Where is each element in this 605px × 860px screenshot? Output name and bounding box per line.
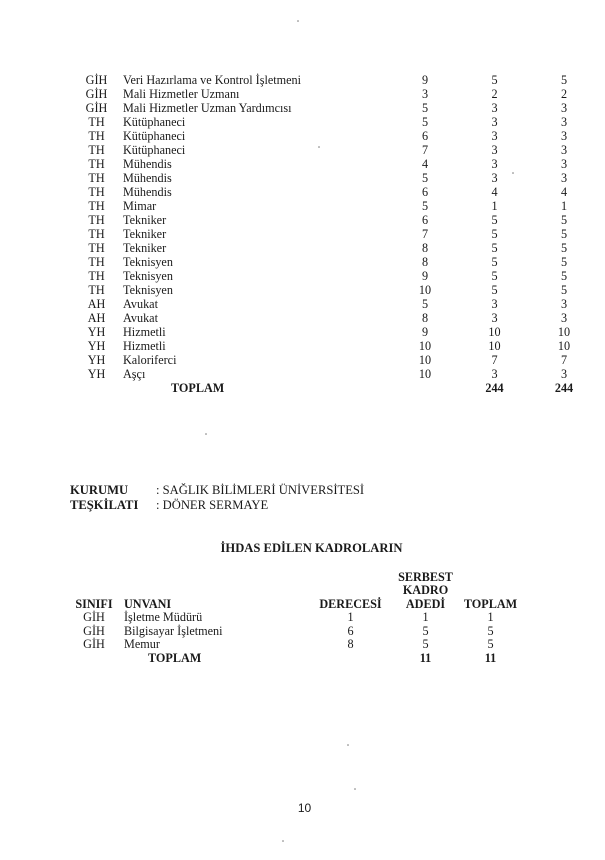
table-header-row — [68, 569, 523, 611]
derece-cell: 5 — [421, 101, 429, 115]
toplam-cell: 3 — [560, 297, 568, 311]
unvan-cell: Mali Hizmetler Uzman Yardımcısı — [123, 101, 292, 115]
toplam-cell: 10 — [557, 339, 571, 353]
serbest-cell: 2 — [491, 87, 498, 101]
sinif-cell: AH — [87, 311, 106, 325]
toplam-cell: 3 — [560, 101, 568, 115]
toplam-cell: 3 — [560, 311, 568, 325]
empty-cell — [308, 652, 393, 666]
toplam-cell: 3 — [560, 157, 568, 171]
scan-speck — [297, 20, 299, 22]
sinif-cell: GİH — [85, 73, 108, 87]
sinif-cell: AH — [87, 297, 106, 311]
empty-cell — [68, 652, 120, 666]
derece-cell: 5 — [421, 171, 429, 185]
serbest-cell: 3 — [491, 297, 498, 311]
sinif-cell: TH — [88, 157, 105, 171]
unvan-cell: Hizmetli — [123, 325, 166, 339]
established-cadres-body — [68, 611, 523, 665]
unvan-cell: Mühendis — [123, 185, 172, 199]
scan-speck — [282, 840, 284, 842]
table-row — [70, 199, 599, 213]
derece-cell: 9 — [421, 269, 429, 283]
derece-cell: 10 — [418, 283, 432, 297]
toplam-cell: 1 — [560, 199, 568, 213]
total-row — [70, 381, 599, 395]
unvan-cell: Tekniker — [123, 241, 167, 255]
toplam-cell: 3 — [560, 143, 568, 157]
table-row — [68, 625, 523, 639]
serbest-cell: 3 — [491, 311, 498, 325]
serbest-cell: 1 — [422, 610, 429, 624]
serbest-cell: 5 — [422, 623, 429, 638]
toplam-cell: 1 — [487, 610, 494, 624]
derece-cell: 5 — [421, 115, 429, 129]
scan-speck — [512, 172, 514, 174]
unvan-cell: Avukat — [123, 311, 158, 325]
toplam-cell: 5 — [560, 227, 568, 241]
unvan-cell: Mali Hizmetler Uzmanı — [123, 87, 240, 101]
scan-speck — [347, 744, 349, 746]
table-row — [70, 87, 599, 101]
table-row — [70, 213, 599, 227]
toplam-cell: 3 — [560, 367, 568, 381]
section-title: İHDAS EDİLEN KADROLARIN — [220, 541, 403, 555]
serbest-cell: 5 — [422, 637, 429, 651]
derece-cell: 8 — [421, 311, 429, 325]
serbest-cell: 3 — [491, 129, 498, 143]
sinif-cell: TH — [88, 269, 105, 283]
kurumu-value: : SAĞLIK BİLİMLERİ ÜNİVERSİTESİ — [156, 483, 365, 497]
sinif-cell: TH — [88, 283, 105, 297]
sinif-cell: TH — [88, 185, 105, 199]
toplam-cell: 5 — [560, 73, 568, 87]
derece-cell: 6 — [421, 185, 429, 199]
empty-cell — [70, 381, 123, 395]
sinif-cell: GİH — [83, 610, 105, 624]
serbest-cell: 5 — [491, 269, 498, 283]
header-toplam: TOPLAM — [463, 596, 518, 611]
derece-cell: 10 — [418, 367, 432, 381]
sinif-cell: GİH — [85, 101, 108, 115]
header-derece: DERECESİ — [319, 596, 382, 611]
header-sinif: SINIFI — [75, 596, 113, 611]
table-row — [70, 73, 599, 87]
table-row — [70, 115, 599, 129]
unvan-cell: Mühendis — [123, 157, 172, 171]
established-cadres-table — [68, 569, 523, 665]
table-row — [70, 269, 599, 283]
toplam-cell: 5 — [560, 283, 568, 297]
unvan-cell: Hizmetli — [123, 339, 166, 353]
unvan-cell: Teknisyen — [123, 269, 173, 283]
header-serbest-line2: KADRO — [402, 583, 449, 597]
sinif-cell: GİH — [83, 637, 105, 651]
derece-cell: 10 — [418, 353, 432, 367]
unvan-cell: Kütüphaneci — [123, 115, 186, 129]
table-row — [70, 171, 599, 185]
sinif-cell: GİH — [85, 87, 108, 101]
toplam-cell: 5 — [560, 269, 568, 283]
sinif-cell: TH — [88, 199, 105, 213]
unvan-cell: Aşçı — [123, 367, 146, 381]
unvan-cell: Mimar — [123, 199, 157, 213]
table-row — [70, 101, 599, 115]
table-row — [70, 185, 599, 199]
scan-speck — [205, 433, 207, 435]
table-row — [70, 143, 599, 157]
serbest-cell: 10 — [488, 339, 501, 353]
sinif-cell: TH — [88, 143, 105, 157]
table-row — [70, 339, 599, 353]
sinif-cell: GİH — [83, 623, 105, 638]
toplam-cell: 3 — [560, 115, 568, 129]
unvan-cell: Mühendis — [123, 171, 172, 185]
serbest-cell: 3 — [491, 367, 498, 381]
cadre-table-continued — [70, 73, 599, 395]
total-toplam: 244 — [554, 381, 574, 395]
table-row — [70, 367, 599, 381]
table-row — [70, 129, 599, 143]
total-label: TOPLAM — [148, 650, 202, 665]
scan-speck — [318, 146, 320, 148]
table-row — [68, 638, 523, 652]
serbest-cell: 3 — [491, 157, 498, 171]
derece-cell: 8 — [421, 255, 429, 269]
serbest-cell: 5 — [491, 255, 498, 269]
sinif-cell: TH — [88, 171, 105, 185]
unvan-cell: İşletme Müdürü — [124, 610, 203, 624]
derece-cell: 7 — [421, 143, 429, 157]
header-serbest — [393, 569, 458, 611]
unvan-cell: Teknisyen — [123, 283, 173, 297]
table-row — [68, 611, 523, 625]
kurumu-label: KURUMU — [70, 483, 129, 497]
derece-cell: 4 — [421, 157, 429, 171]
sinif-cell: YH — [87, 339, 106, 353]
toplam-cell: 7 — [560, 353, 568, 367]
table-row — [70, 255, 599, 269]
toplam-cell: 4 — [560, 185, 568, 199]
table-row — [70, 227, 599, 241]
table-row — [70, 157, 599, 171]
serbest-cell: 5 — [491, 283, 498, 297]
toplam-cell: 5 — [560, 213, 568, 227]
derece-cell: 5 — [421, 199, 429, 213]
total-serbest: 244 — [485, 381, 504, 395]
total-row — [68, 652, 523, 666]
toplam-cell: 10 — [557, 325, 571, 339]
scan-speck — [354, 788, 356, 790]
header-unvan: UNVANI — [124, 596, 172, 611]
serbest-cell: 3 — [491, 143, 498, 157]
serbest-cell: 3 — [491, 171, 498, 185]
toplam-cell: 5 — [487, 637, 494, 651]
serbest-cell: 5 — [491, 227, 498, 241]
derece-cell: 1 — [347, 610, 354, 624]
derece-cell: 9 — [421, 73, 429, 87]
sinif-cell: TH — [88, 115, 105, 129]
serbest-cell: 1 — [491, 199, 498, 213]
toplam-cell: 2 — [560, 87, 568, 101]
table-row — [70, 297, 599, 311]
unvan-cell: Veri Hazırlama ve Kontrol İşletmeni — [123, 73, 302, 87]
unvan-cell: Tekniker — [123, 213, 167, 227]
serbest-cell: 7 — [491, 353, 498, 367]
teskilati-row — [70, 498, 364, 513]
serbest-cell: 3 — [491, 101, 498, 115]
derece-cell: 5 — [421, 297, 429, 311]
table-row — [70, 353, 599, 367]
toplam-cell: 3 — [560, 129, 568, 143]
table-row — [70, 311, 599, 325]
serbest-cell: 4 — [491, 185, 498, 199]
unvan-cell: Tekniker — [123, 227, 167, 241]
serbest-cell: 5 — [491, 241, 498, 255]
institution-block — [70, 483, 364, 513]
table-row — [70, 325, 599, 339]
serbest-cell: 5 — [491, 213, 498, 227]
derece-cell: 10 — [418, 339, 432, 353]
teskilati-label: TEŞKİLATI — [70, 498, 139, 512]
sinif-cell: YH — [87, 367, 106, 381]
toplam-cell: 5 — [487, 623, 494, 638]
derece-cell: 6 — [421, 213, 429, 227]
derece-cell: 9 — [421, 325, 429, 339]
sinif-cell: TH — [88, 227, 105, 241]
derece-cell: 3 — [421, 87, 429, 101]
unvan-cell: Teknisyen — [123, 255, 173, 269]
sinif-cell: TH — [88, 129, 105, 143]
derece-cell: 8 — [421, 241, 429, 255]
table-row — [70, 283, 599, 297]
unvan-cell: Memur — [124, 637, 160, 651]
page-number: 10 — [297, 801, 312, 815]
unvan-cell: Kütüphaneci — [123, 143, 186, 157]
header-serbest-line1: SERBEST — [398, 569, 453, 584]
serbest-cell: 5 — [491, 73, 498, 87]
serbest-cell: 3 — [491, 115, 498, 129]
toplam-cell: 5 — [560, 255, 568, 269]
unvan-cell: Bilgisayar İşletmeni — [124, 623, 223, 638]
teskilati-value: : DÖNER SERMAYE — [156, 498, 269, 512]
cadre-table-body — [70, 73, 599, 395]
derece-cell: 6 — [421, 129, 429, 143]
total-toplam: 11 — [484, 650, 497, 665]
empty-cell — [390, 381, 460, 395]
derece-cell: 7 — [421, 227, 429, 241]
unvan-cell: Kaloriferci — [123, 353, 177, 367]
sinif-cell: YH — [87, 325, 106, 339]
toplam-cell: 5 — [560, 241, 568, 255]
derece-cell: 6 — [347, 623, 354, 638]
table-row — [70, 241, 599, 255]
sinif-cell: TH — [88, 241, 105, 255]
derece-cell: 8 — [347, 637, 354, 651]
total-label: TOPLAM — [171, 381, 225, 395]
serbest-cell: 10 — [488, 325, 501, 339]
sinif-cell: TH — [88, 255, 105, 269]
total-serbest: 11 — [419, 650, 432, 665]
institution-row — [70, 483, 364, 498]
sinif-cell: YH — [87, 353, 106, 367]
toplam-cell: 3 — [560, 171, 568, 185]
header-serbest-line3: ADEDİ — [405, 596, 446, 611]
unvan-cell: Avukat — [123, 297, 158, 311]
sinif-cell: TH — [88, 213, 105, 227]
unvan-cell: Kütüphaneci — [123, 129, 186, 143]
